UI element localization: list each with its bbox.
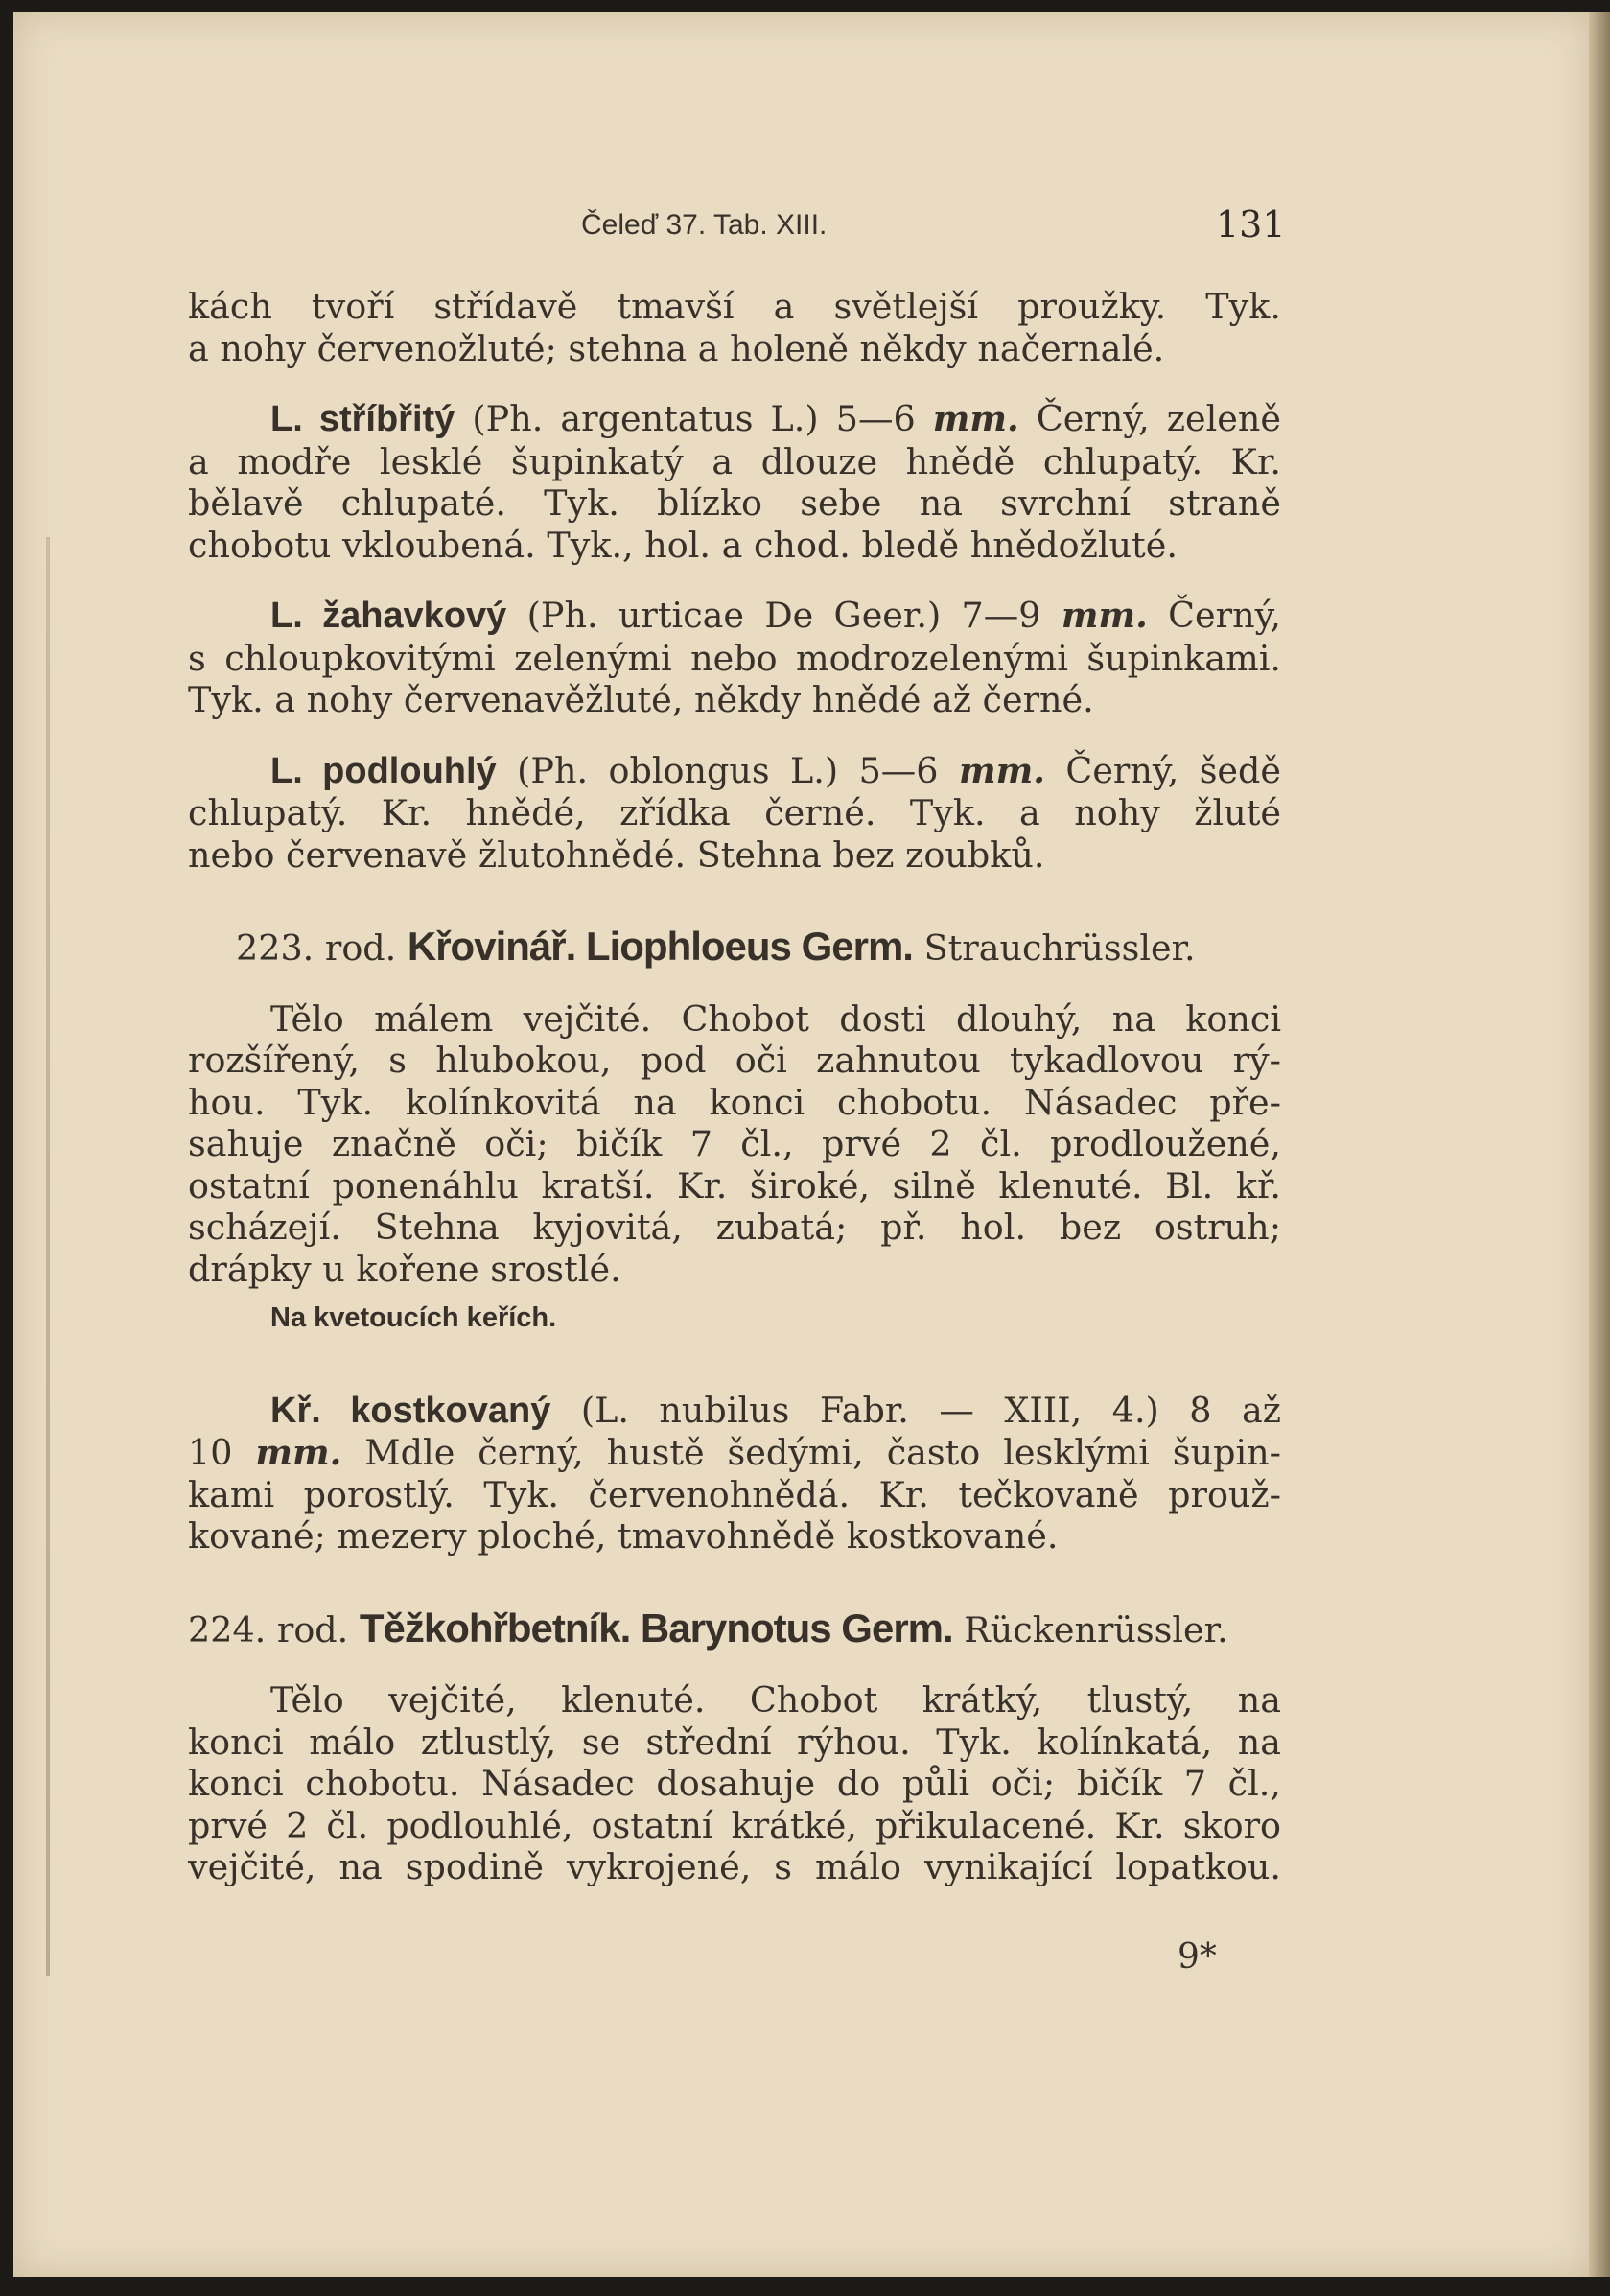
genus-description-224 — [188, 1679, 1281, 1888]
species-name: Kř. kostkovaný — [270, 1390, 551, 1431]
text-fragment: Mdle černý, hustě šedými, často lesklými šupin- — [341, 1432, 1281, 1473]
running-head-title: Čeleď 37. Tab. XIII. — [581, 209, 828, 241]
page-body — [188, 286, 1281, 1888]
unit: mm. — [255, 1432, 342, 1473]
species-entry-zahavkovy — [188, 595, 1281, 721]
text-line: rozšířený, s hlubokou, pod oči zahnutou tykadlovou rý- — [188, 1040, 1281, 1081]
text-line: a nohy červenožluté; stehna a holeně někdy načernalé. — [188, 327, 1165, 369]
species-name: L. stříbřitý — [270, 399, 455, 439]
text-line: chobotu vkloubená. Tyk., hol. a chod. bledě hnědožluté. — [188, 524, 1178, 566]
text-line: Tyk. a nohy červenavěžluté, někdy hnědé až černé. — [188, 679, 1094, 720]
species-authority: (Ph. urticae De Geer.) 7—9 — [506, 595, 1062, 636]
text-line: Tělo málem vejčité. Chobot dosti dlouhý, na konci — [270, 997, 1281, 1040]
genus-heading-224 — [188, 1607, 1281, 1652]
text-line: bělavě chlupaté. Tyk. blízko sebe na svrchní straně — [188, 482, 1281, 524]
signature-mark: 9* — [1178, 1937, 1217, 1977]
text-line: kami porostlý. Tyk. červenohnědá. Kr. tečkovaně prouž- — [188, 1473, 1281, 1515]
text-line: sahuje značně oči; bičík 7 čl., prvé 2 čl. prodloužené, — [188, 1123, 1281, 1164]
text-line: nebo červenavě žlutohnědé. Stehna bez zoubků. — [188, 833, 1045, 876]
genus-name: Křovinář. Liophloeus Germ. — [407, 924, 913, 969]
paragraph-continuation — [188, 286, 1281, 369]
unit: mm. — [932, 398, 1019, 439]
species-entry-podlouhly — [188, 750, 1281, 877]
text-line — [188, 398, 1281, 441]
text-line — [188, 595, 1281, 638]
text-fragment: Černý, — [1147, 595, 1281, 636]
page-edge — [1589, 12, 1610, 2277]
text-line: ostatní ponenáhlu kratší. Kr. široké, silně klenuté. Bl. kř. — [188, 1164, 1281, 1207]
page-number: 131 — [1216, 203, 1286, 246]
text-line: drápky u kořene srostlé. — [188, 1248, 621, 1290]
species-authority: (Ph. argentatus L.) 5—6 — [455, 398, 933, 439]
running-head — [0, 203, 1610, 251]
species-name: L. podlouhlý — [270, 750, 497, 791]
text-line — [188, 1432, 1281, 1474]
habitat-note — [188, 1294, 1281, 1340]
binding-shadow — [46, 537, 50, 1976]
text-line: s chloupkovitými zelenými nebo modrozelenými šupinkami. — [188, 637, 1281, 679]
text-line: hou. Tyk. kolínkovitá na konci chobotu. Násadec pře- — [188, 1081, 1281, 1123]
species-name: L. žahavkový — [270, 596, 507, 636]
unit: mm. — [958, 749, 1045, 791]
text-line: a modře lesklé šupinkatý a dlouze hnědě chlupatý. Kr. — [188, 440, 1281, 482]
genus-german-name: Strauchrüssler. — [912, 927, 1196, 969]
genus-description-223 — [188, 998, 1281, 1291]
species-authority: (Ph. oblongus L.) 5—6 — [496, 749, 959, 791]
text-line: kách tvoří střídavě tmavší a světlejší proužky. Tyk. — [188, 286, 1281, 327]
text-fragment: 10 — [188, 1432, 256, 1473]
text-line: konci málo ztlustlý, se střední rýhou. Tyk. kolínkatá, na — [188, 1721, 1281, 1763]
habitat-text: Na kvetoucích keřích. — [270, 1302, 557, 1333]
text-line: scházejí. Stehna kyjovitá, zubatá; př. hol. bez ostruh; — [188, 1207, 1281, 1248]
text-line: kované; mezery ploché, tmavohnědě kostkované. — [188, 1515, 1059, 1557]
genus-number: 224. rod. — [188, 1608, 360, 1651]
species-entry-kostkovany — [188, 1390, 1281, 1558]
text-line — [188, 750, 1281, 793]
text-line: Tělo vejčité, klenuté. Chobot krátký, tlustý, na — [270, 1679, 1281, 1721]
genus-name: Těžkohřbetník. Barynotus Germ. — [359, 1605, 953, 1651]
text-line: prvé 2 čl. podlouhlé, ostatní krátké, přikulacené. Kr. skoro — [188, 1804, 1281, 1846]
text-line: chlupatý. Kr. hnědé, zřídka černé. Tyk. a nohy žluté — [188, 792, 1281, 833]
text-line — [188, 1390, 1281, 1433]
genus-number: 223. rod. — [236, 927, 408, 969]
text-fragment: Černý, zeleně — [1018, 398, 1282, 439]
species-authority: (L. nubilus Fabr. — XIII, 4.) 8 až — [550, 1389, 1281, 1431]
genus-heading-223 — [188, 925, 1281, 970]
unit: mm. — [1061, 595, 1148, 636]
genus-german-name: Rückenrüssler. — [952, 1608, 1228, 1651]
text-fragment: Černý, šedě — [1044, 749, 1281, 791]
species-entry-stribrity — [188, 398, 1281, 566]
text-line: vejčité, na spodině vykrojené, s málo vynikající lopatkou. — [188, 1846, 1281, 1887]
text-line: konci chobotu. Násadec dosahuje do půli oči; bičík 7 čl., — [188, 1763, 1281, 1804]
